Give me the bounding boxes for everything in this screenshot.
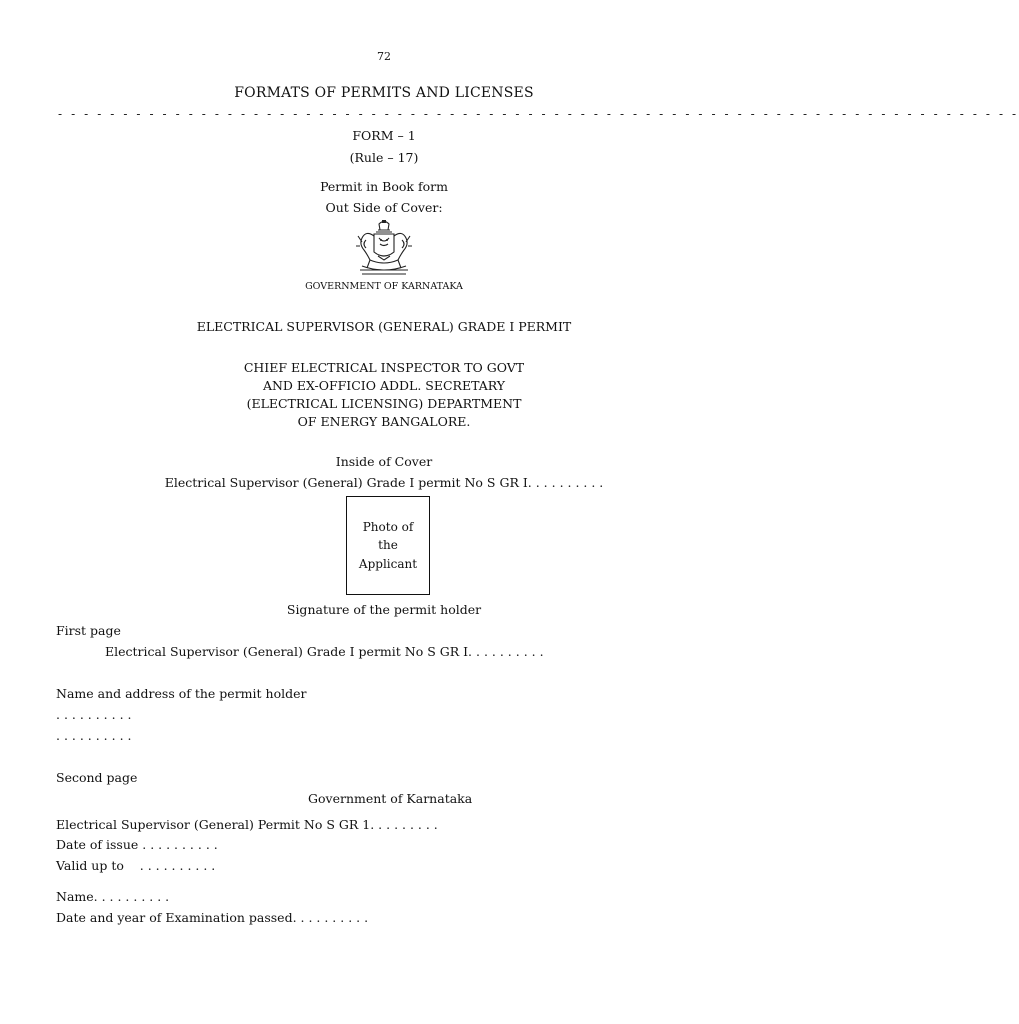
- name-address-label: Name and address of the permit holder: [56, 686, 307, 701]
- signature-label: Signature of the permit holder: [286, 602, 482, 617]
- second-page-government: Government of Karnataka: [308, 791, 473, 806]
- name-address-dots-1: . . . . . . . . . .: [56, 707, 132, 722]
- form-rule: (Rule – 17): [349, 150, 419, 165]
- inside-cover-label: Inside of Cover: [335, 454, 433, 469]
- authority-line-1: CHIEF ELECTRICAL INSPECTOR TO GOVT: [243, 360, 525, 375]
- second-page-label: Second page: [56, 770, 138, 785]
- date-of-issue: Date of issue . . . . . . . . . .: [56, 837, 218, 852]
- authority-line-4: OF ENERGY BANGALORE.: [297, 414, 471, 429]
- karnataka-state-emblem-icon: [352, 220, 416, 278]
- authority-line-2: AND EX-OFFICIO ADDL. SECRETARY: [262, 378, 506, 393]
- first-page-label: First page: [56, 623, 121, 638]
- inside-cover-permit-line: Electrical Supervisor (General) Grade I permit No S GR I. . . . . . . . . .: [164, 475, 604, 490]
- government-caption: GOVERNMENT OF KARNATAKA: [305, 281, 463, 292]
- permit-form-type: Permit in Book form: [320, 179, 448, 194]
- photo-label-line-2: the: [378, 538, 398, 553]
- permit-title: ELECTRICAL SUPERVISOR (GENERAL) GRADE I PERMIT: [196, 319, 572, 334]
- separator-line: - - - - - - - - - - - - - - - - - - - - - - - - - - - - - - - - - - - - - - - - - - - - - - - - - - - - - - - - - - - - - - - - - - - - - - - - - -: [58, 107, 1019, 121]
- page-number: 72: [377, 50, 391, 63]
- authority-line-3: (ELECTRICAL LICENSING) DEPARTMENT: [246, 396, 522, 411]
- second-page-permit-line: Electrical Supervisor (General) Permit No S GR 1. . . . . . . . .: [56, 817, 438, 832]
- photo-label-line-3: Applicant: [358, 556, 418, 571]
- page-heading: FORMATS OF PERMITS AND LICENSES: [234, 85, 534, 101]
- name-address-dots-2: . . . . . . . . . .: [56, 728, 132, 743]
- first-page-permit-line: Electrical Supervisor (General) Grade I permit No S GR I. . . . . . . . . .: [105, 644, 544, 659]
- outside-cover-label: Out Side of Cover:: [325, 200, 443, 215]
- photo-placeholder-box: [346, 496, 430, 595]
- valid-up-to: Valid up to . . . . . . . . . .: [56, 858, 216, 873]
- photo-label-line-1: Photo of: [362, 519, 414, 534]
- exam-date-line: Date and year of Examination passed. . . . . . . . . .: [56, 910, 369, 925]
- form-number: FORM – 1: [352, 128, 416, 143]
- name-field-line: Name. . . . . . . . . .: [56, 889, 170, 904]
